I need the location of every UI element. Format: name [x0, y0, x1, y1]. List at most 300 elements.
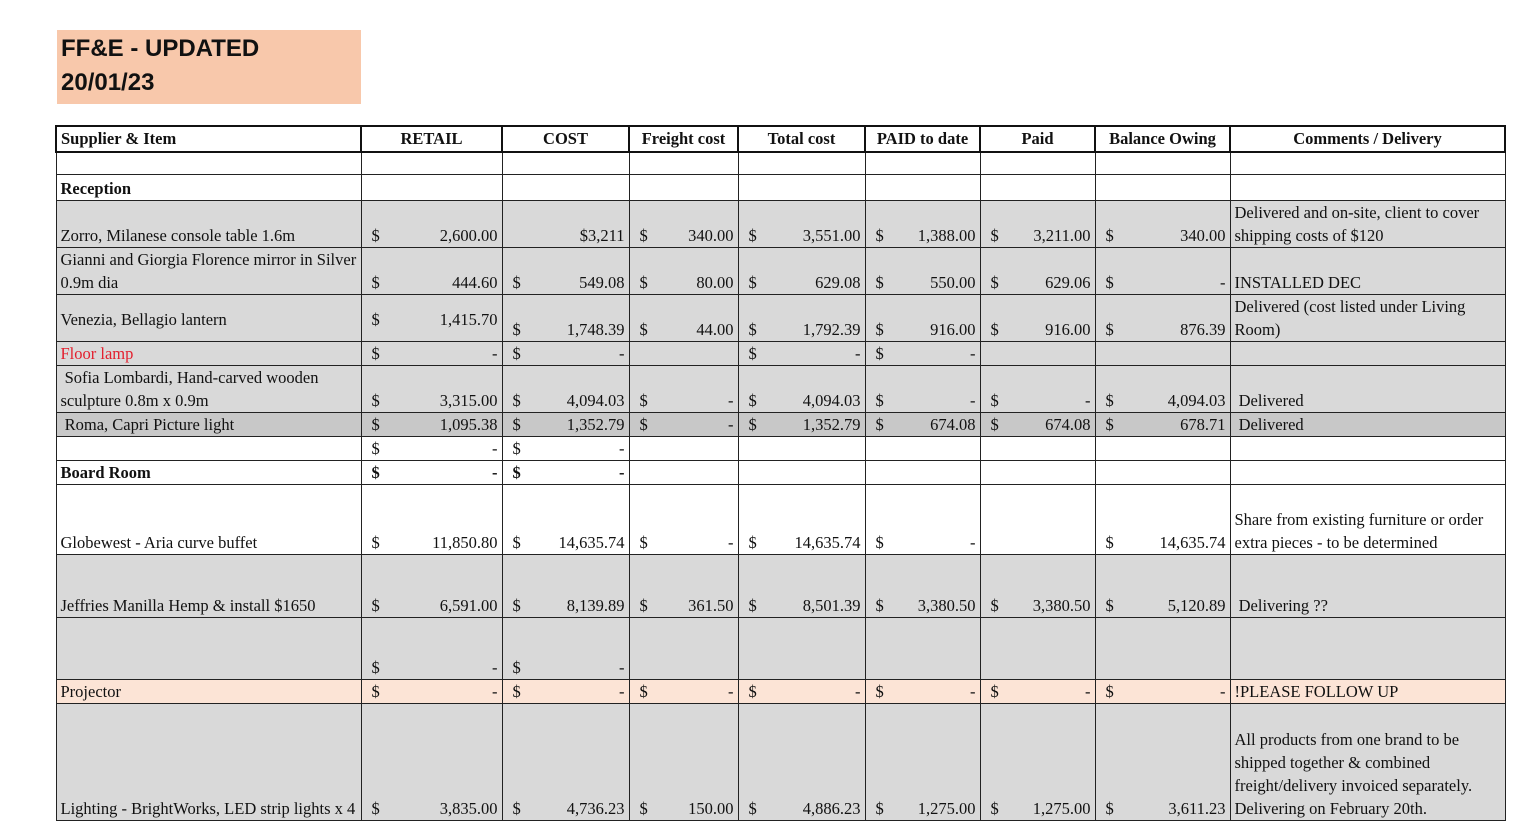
currency-symbol: $: [512, 390, 521, 410]
cell-total: [738, 294, 865, 341]
amount: 444.60: [452, 272, 498, 292]
cell-retail: [361, 484, 502, 554]
cell-freight: [629, 341, 738, 365]
amount: 1,388.00: [917, 225, 976, 245]
currency-symbol: $: [371, 438, 380, 458]
table-row: [56, 412, 1505, 436]
comment-text: INSTALLED DEC: [1234, 272, 1362, 292]
amount: -: [619, 438, 625, 458]
cell-freight: [629, 412, 738, 436]
currency-symbol: $: [371, 225, 380, 245]
amount: -: [970, 343, 976, 363]
cell-total: [738, 703, 865, 820]
comment-text: All products from one brand to be shipped together & combined freight/delivery invoiced separately. Delivering on February 20th.: [1234, 729, 1477, 818]
currency-symbol: $: [371, 681, 380, 701]
currency-symbol: $: [512, 319, 521, 339]
amount: 14,635.74: [794, 532, 861, 552]
currency-symbol: $: [639, 225, 648, 245]
item-text: Jeffries Manilla Hemp & install $1650: [60, 595, 316, 615]
currency-symbol: $: [512, 438, 521, 458]
currency-symbol: $: [875, 532, 884, 552]
amount: -: [1085, 390, 1091, 410]
currency-symbol: $: [512, 414, 521, 434]
cell-comments: [1230, 247, 1505, 294]
cell-total: [738, 617, 865, 679]
amount: 1,792.39: [802, 319, 861, 339]
cell-freight: [629, 460, 738, 484]
currency-symbol: $: [1105, 595, 1114, 615]
amount: -: [619, 681, 625, 701]
currency-symbol: $: [639, 319, 648, 339]
item-text: Zorro, Milanese console table 1.6m: [60, 225, 296, 245]
currency-symbol: $: [748, 532, 757, 552]
cell-freight: [629, 174, 738, 200]
cell-balance: [1095, 294, 1230, 341]
currency-symbol: $: [512, 532, 521, 552]
header-row: [56, 126, 1505, 152]
cell-paid-to-date: [865, 436, 980, 460]
amount: 361.50: [688, 595, 734, 615]
cell-cost: [502, 247, 629, 294]
amount: 4,886.23: [802, 798, 861, 818]
currency-symbol: $: [1105, 225, 1114, 245]
cell-retail: [361, 436, 502, 460]
col-header-supplier: Supplier & Item: [56, 126, 361, 152]
amount: 4,094.03: [802, 390, 861, 410]
amount: 11,850.80: [432, 532, 498, 552]
cell-total: [738, 412, 865, 436]
currency-symbol: $: [990, 272, 999, 292]
cell-total: [738, 679, 865, 703]
cell-total: [738, 247, 865, 294]
table-row: [56, 365, 1505, 412]
item-text: Projector: [60, 681, 121, 701]
currency-symbol: $: [990, 798, 999, 818]
amount: -: [492, 438, 498, 458]
cell-total: [738, 484, 865, 554]
cell-cost: [502, 484, 629, 554]
currency-symbol: $: [371, 657, 380, 677]
cell-retail: [361, 365, 502, 412]
cell-cost: [502, 294, 629, 341]
cell-supplier: [56, 247, 361, 294]
report-title: [57, 30, 361, 104]
cell-balance: [1095, 703, 1230, 820]
col-header-retail: RETAIL: [361, 126, 502, 152]
cell-comments: [1230, 554, 1505, 617]
amount: -: [492, 343, 498, 363]
currency-symbol: $: [1105, 414, 1114, 434]
currency-symbol: $: [748, 272, 757, 292]
currency-symbol: $: [990, 681, 999, 701]
cell-retail: [361, 247, 502, 294]
amount: 1,415.70: [439, 309, 498, 329]
currency-symbol: $: [875, 319, 884, 339]
cell-cost: [502, 412, 629, 436]
amount: 8,139.89: [566, 595, 625, 615]
cell-total: [738, 174, 865, 200]
amount: 3,211.00: [1033, 225, 1091, 245]
currency-symbol: $: [748, 225, 757, 245]
item-text: Sofia Lombardi, Hand-carved wooden sculpture 0.8m x 0.9m: [60, 367, 323, 410]
amount: -: [492, 462, 498, 482]
cell-balance: [1095, 436, 1230, 460]
amount: -: [619, 462, 625, 482]
amount: 80.00: [696, 272, 734, 292]
amount: 549.08: [579, 272, 625, 292]
currency-symbol: $: [371, 414, 380, 434]
amount: $3,211: [579, 225, 625, 245]
cell-cost: [502, 174, 629, 200]
col-header-paid: Paid: [980, 126, 1095, 152]
col-header-total: Total cost: [738, 126, 865, 152]
currency-symbol: $: [990, 319, 999, 339]
table-row: [56, 200, 1505, 247]
cell-supplier: [56, 294, 361, 341]
cell-freight: [629, 484, 738, 554]
amount: 340.00: [688, 225, 734, 245]
currency-symbol: $: [512, 272, 521, 292]
currency-symbol: $: [875, 595, 884, 615]
cell-supplier: [56, 436, 361, 460]
currency-symbol: $: [990, 390, 999, 410]
cell-paid: [980, 436, 1095, 460]
cell-total: [738, 365, 865, 412]
cell-comments: [1230, 679, 1505, 703]
cell-balance: [1095, 484, 1230, 554]
cell-paid: [980, 484, 1095, 554]
amount: 8,501.39: [802, 595, 861, 615]
amount: 14,635.74: [558, 532, 625, 552]
amount: 4,094.03: [1167, 390, 1226, 410]
amount: 1,275.00: [1032, 798, 1091, 818]
report-title-date: 20/01/23: [61, 69, 155, 96]
cell-paid: [980, 703, 1095, 820]
amount: 3,835.00: [439, 798, 498, 818]
currency-symbol: $: [875, 681, 884, 701]
cell-comments: [1230, 174, 1505, 200]
cell-cost: [502, 200, 629, 247]
currency-symbol: $: [639, 390, 648, 410]
currency-symbol: $: [371, 798, 380, 818]
cell-cost: [502, 679, 629, 703]
cell-supplier: [56, 412, 361, 436]
item-text: Globewest - Aria curve buffet: [60, 532, 258, 552]
cell-balance: [1095, 412, 1230, 436]
cell-supplier: [56, 617, 361, 679]
amount: 550.00: [930, 272, 976, 292]
cell-cost: [502, 617, 629, 679]
col-header-paid-to-date: PAID to date: [865, 126, 980, 152]
currency-symbol: $: [512, 681, 521, 701]
table-row: [56, 617, 1505, 679]
cell-paid: [980, 412, 1095, 436]
amount: 916.00: [1045, 319, 1091, 339]
comment-text: !PLEASE FOLLOW UP: [1234, 681, 1399, 701]
amount: -: [728, 390, 734, 410]
amount: 1,095.38: [439, 414, 498, 434]
amount: 674.08: [1045, 414, 1091, 434]
currency-symbol: $: [875, 390, 884, 410]
cell-retail: [361, 460, 502, 484]
cell-cost: [502, 703, 629, 820]
currency-symbol: $: [639, 681, 648, 701]
cell-freight: [629, 247, 738, 294]
currency-symbol: $: [371, 343, 380, 363]
currency-symbol: $: [1105, 272, 1114, 292]
cell-supplier: [56, 365, 361, 412]
currency-symbol: $: [371, 462, 380, 482]
cell-comments: [1230, 294, 1505, 341]
cell-supplier: [56, 703, 361, 820]
cell-retail: [361, 679, 502, 703]
currency-symbol: $: [639, 532, 648, 552]
cell-paid-to-date: [865, 460, 980, 484]
cell-comments: [1230, 617, 1505, 679]
amount: 2,600.00: [439, 225, 498, 245]
currency-symbol: $: [1105, 681, 1114, 701]
comment-text: Delivered (cost listed under Living Room): [1234, 296, 1470, 339]
col-header-balance: Balance Owing: [1095, 126, 1230, 152]
cell-balance: [1095, 554, 1230, 617]
cell-cost: [502, 152, 629, 174]
amount: 5,120.89: [1167, 595, 1226, 615]
cell-balance: [1095, 460, 1230, 484]
item-text: Reception: [60, 178, 132, 198]
cell-paid-to-date: [865, 152, 980, 174]
table-row: [56, 294, 1505, 341]
currency-symbol: $: [748, 798, 757, 818]
amount: 1,748.39: [566, 319, 625, 339]
cell-paid: [980, 554, 1095, 617]
currency-symbol: $: [512, 343, 521, 363]
cell-freight: [629, 436, 738, 460]
cell-comments: [1230, 365, 1505, 412]
cell-supplier: [56, 679, 361, 703]
amount: -: [855, 681, 861, 701]
report-title-line1: FF&E - UPDATED: [61, 35, 260, 62]
currency-symbol: $: [639, 414, 648, 434]
comment-text: Delivered and on-site, client to cover shipping costs of $120: [1234, 202, 1484, 245]
currency-symbol: $: [512, 595, 521, 615]
currency-symbol: $: [748, 595, 757, 615]
item-text: Roma, Capri Picture light: [60, 414, 235, 434]
cell-balance: [1095, 152, 1230, 174]
cell-cost: [502, 365, 629, 412]
cell-retail: [361, 200, 502, 247]
amount: 3,551.00: [802, 225, 861, 245]
amount: -: [728, 681, 734, 701]
cell-paid: [980, 294, 1095, 341]
amount: 1,352.79: [802, 414, 861, 434]
cell-freight: [629, 679, 738, 703]
cell-retail: [361, 152, 502, 174]
cell-paid-to-date: [865, 294, 980, 341]
cell-retail: [361, 341, 502, 365]
currency-symbol: $: [875, 225, 884, 245]
cell-cost: [502, 554, 629, 617]
currency-symbol: $: [1105, 390, 1114, 410]
currency-symbol: $: [371, 532, 380, 552]
cell-paid-to-date: [865, 174, 980, 200]
cell-balance: [1095, 365, 1230, 412]
currency-symbol: $: [371, 390, 380, 410]
comment-text: Delivered: [1234, 390, 1304, 410]
item-text: Gianni and Giorgia Florence mirror in Silver 0.9m dia: [60, 249, 361, 292]
amount: -: [728, 414, 734, 434]
cell-freight: [629, 294, 738, 341]
cell-balance: [1095, 679, 1230, 703]
cell-supplier: [56, 460, 361, 484]
amount: 150.00: [688, 798, 734, 818]
cell-paid-to-date: [865, 341, 980, 365]
cell-paid: [980, 679, 1095, 703]
currency-symbol: $: [748, 414, 757, 434]
col-header-comments: Comments / Delivery: [1230, 126, 1505, 152]
amount: 674.08: [930, 414, 976, 434]
cell-freight: [629, 617, 738, 679]
amount: -: [855, 343, 861, 363]
cell-balance: [1095, 617, 1230, 679]
amount: -: [492, 681, 498, 701]
cell-comments: [1230, 412, 1505, 436]
item-text: Lighting - BrightWorks, LED strip lights x 4: [60, 798, 356, 818]
amount: -: [970, 532, 976, 552]
table-row: [56, 554, 1505, 617]
cell-paid: [980, 341, 1095, 365]
cell-freight: [629, 200, 738, 247]
cell-paid-to-date: [865, 484, 980, 554]
currency-symbol: $: [990, 595, 999, 615]
amount: 1,275.00: [917, 798, 976, 818]
cell-freight: [629, 703, 738, 820]
currency-symbol: $: [1105, 532, 1114, 552]
comment-text: Share from existing furniture or order extra pieces - to be determined: [1234, 509, 1488, 552]
cell-paid-to-date: [865, 703, 980, 820]
currency-symbol: $: [639, 272, 648, 292]
cell-total: [738, 200, 865, 247]
currency-symbol: $: [639, 798, 648, 818]
amount: -: [619, 657, 625, 677]
amount: -: [728, 532, 734, 552]
currency-symbol: $: [512, 462, 521, 482]
amount: 916.00: [930, 319, 976, 339]
cell-paid: [980, 152, 1095, 174]
currency-symbol: $: [371, 595, 380, 615]
cell-freight: [629, 554, 738, 617]
currency-symbol: $: [875, 798, 884, 818]
cell-balance: [1095, 247, 1230, 294]
amount: 3,315.00: [439, 390, 498, 410]
currency-symbol: $: [371, 272, 380, 292]
currency-symbol: $: [748, 319, 757, 339]
cell-retail: [361, 703, 502, 820]
cell-comments: [1230, 703, 1505, 820]
item-text: Venezia, Bellagio lantern: [60, 309, 227, 329]
comment-text: Delivering ??: [1234, 595, 1328, 615]
currency-symbol: $: [1105, 319, 1114, 339]
currency-symbol: $: [639, 595, 648, 615]
cell-balance: [1095, 174, 1230, 200]
currency-symbol: $: [990, 414, 999, 434]
cell-paid: [980, 200, 1095, 247]
col-header-freight: Freight cost: [629, 126, 738, 152]
amount: 340.00: [1180, 225, 1226, 245]
cell-supplier: [56, 484, 361, 554]
table-row: [56, 460, 1505, 484]
table-row: [56, 174, 1505, 200]
table-row: [56, 703, 1505, 820]
cell-comments: [1230, 460, 1505, 484]
cell-retail: [361, 294, 502, 341]
cell-comments: [1230, 152, 1505, 174]
amount: 876.39: [1180, 319, 1226, 339]
table-row: [56, 152, 1505, 174]
amount: -: [492, 657, 498, 677]
amount: 678.71: [1180, 414, 1226, 434]
cell-total: [738, 341, 865, 365]
amount: 3,380.50: [917, 595, 976, 615]
table-row: [56, 247, 1505, 294]
currency-symbol: $: [512, 657, 521, 677]
amount: 3,611.23: [1168, 798, 1226, 818]
amount: 629.08: [815, 272, 861, 292]
item-text: Board Room: [60, 462, 151, 482]
currency-symbol: $: [990, 225, 999, 245]
table-row: [56, 679, 1505, 703]
cell-paid-to-date: [865, 617, 980, 679]
cell-paid: [980, 365, 1095, 412]
currency-symbol: $: [875, 272, 884, 292]
cell-retail: [361, 554, 502, 617]
cell-paid: [980, 174, 1095, 200]
currency-symbol: $: [1105, 798, 1114, 818]
cell-paid-to-date: [865, 247, 980, 294]
cell-total: [738, 152, 865, 174]
comment-text: Delivered: [1234, 414, 1304, 434]
cell-retail: [361, 412, 502, 436]
cell-freight: [629, 152, 738, 174]
amount: 14,635.74: [1159, 532, 1226, 552]
cell-total: [738, 436, 865, 460]
amount: -: [970, 390, 976, 410]
cell-supplier: [56, 554, 361, 617]
amount: -: [970, 681, 976, 701]
amount: 44.00: [696, 319, 734, 339]
amount: 4,736.23: [566, 798, 625, 818]
cell-paid-to-date: [865, 365, 980, 412]
cell-paid-to-date: [865, 200, 980, 247]
cell-paid-to-date: [865, 554, 980, 617]
amount: 3,380.50: [1032, 595, 1091, 615]
cell-paid-to-date: [865, 412, 980, 436]
cell-paid: [980, 460, 1095, 484]
cell-cost: [502, 436, 629, 460]
currency-symbol: $: [748, 390, 757, 410]
cell-comments: [1230, 484, 1505, 554]
amount: 4,094.03: [566, 390, 625, 410]
currency-symbol: $: [748, 681, 757, 701]
table-row: [56, 341, 1505, 365]
cell-freight: [629, 365, 738, 412]
cell-comments: [1230, 200, 1505, 247]
cell-paid: [980, 247, 1095, 294]
cell-retail: [361, 617, 502, 679]
cell-paid-to-date: [865, 679, 980, 703]
amount: -: [1220, 272, 1226, 292]
col-header-cost: COST: [502, 126, 629, 152]
cell-balance: [1095, 341, 1230, 365]
